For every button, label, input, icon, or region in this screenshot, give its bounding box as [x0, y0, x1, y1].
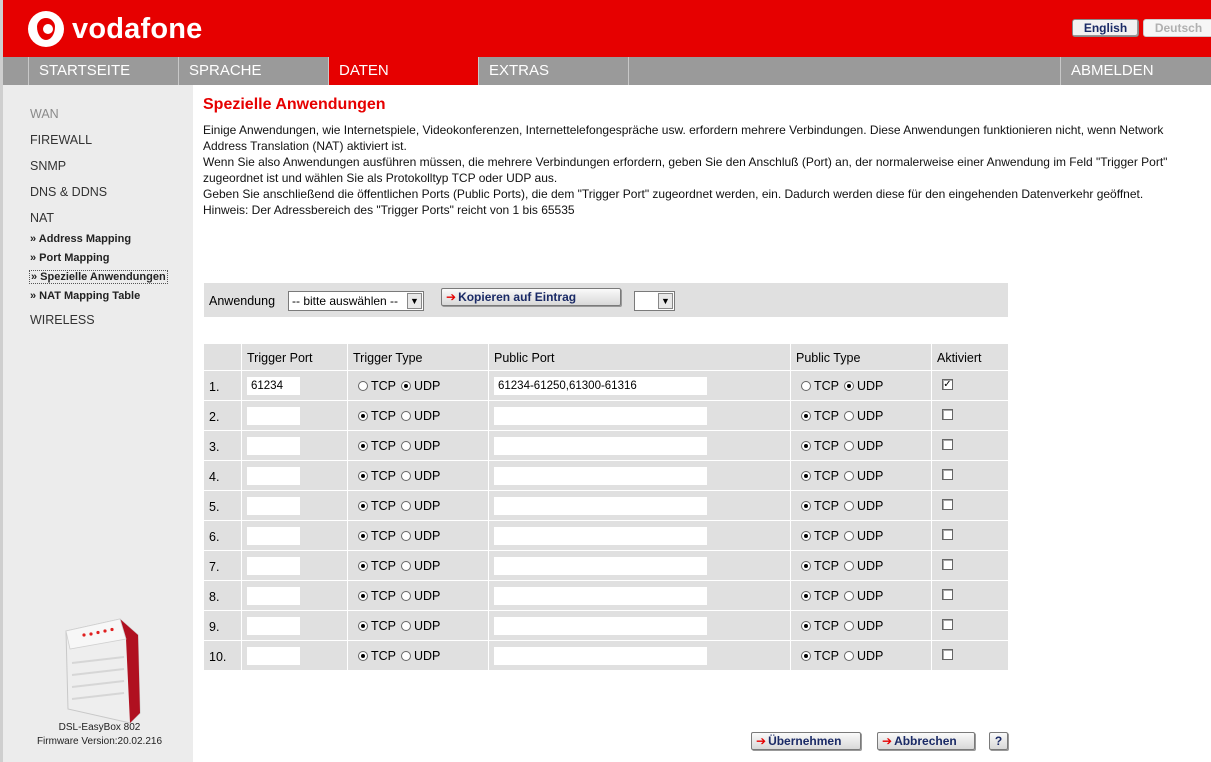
application-select[interactable]	[288, 291, 424, 311]
page-title: Spezielle Anwendungen	[203, 96, 386, 113]
aktiviert-cell	[932, 581, 1008, 610]
trigger-type-udp-radio[interactable]	[401, 531, 411, 541]
header-bar	[0, 0, 1211, 57]
header-aktiviert: Aktiviert	[937, 351, 982, 365]
apply-label: Übernehmen	[768, 734, 842, 748]
udp-label: UDP	[857, 439, 884, 453]
language-deutsch-button[interactable]: Deutsch	[1143, 19, 1211, 37]
trigger-type-tcp-radio[interactable]	[358, 471, 368, 481]
cancel-label: Abbrechen	[894, 734, 957, 748]
public-type-cell	[791, 431, 932, 460]
header-public-type: Public Type	[796, 351, 861, 365]
public-type-radio-group	[801, 409, 888, 423]
row-number: 3.	[209, 440, 220, 454]
cancel-button[interactable]	[877, 732, 975, 750]
aktiviert-cell	[932, 641, 1008, 670]
trigger-port-input[interactable]	[247, 617, 300, 635]
trigger-type-radio-group	[358, 529, 445, 543]
application-select-value: -- bitte auswählen --	[292, 294, 399, 308]
aktiviert-checkbox[interactable]	[942, 499, 953, 510]
trigger-type-radio-group	[358, 409, 445, 423]
nav-startseite[interactable]: STARTSEITE	[28, 57, 178, 85]
tcp-label: TCP	[371, 529, 396, 543]
trigger-type-cell	[348, 581, 489, 610]
trigger-type-cell	[348, 401, 489, 430]
public-port-input[interactable]	[494, 497, 707, 515]
trigger-type-udp-radio[interactable]	[401, 441, 411, 451]
tcp-label: TCP	[814, 439, 839, 453]
trigger-type-tcp-radio[interactable]	[358, 561, 368, 571]
udp-label: UDP	[414, 499, 441, 513]
sidebar-item-nat[interactable]: NAT	[30, 211, 55, 225]
trigger-type-udp-radio[interactable]	[401, 561, 411, 571]
row-number: 9.	[209, 620, 220, 634]
aktiviert-cell	[932, 431, 1008, 460]
chevron-down-icon: ▼	[407, 293, 422, 309]
tcp-label: TCP	[371, 469, 396, 483]
trigger-type-cell	[348, 371, 489, 400]
arrow-right-icon: ➔	[882, 734, 893, 748]
tcp-label: TCP	[814, 409, 839, 423]
public-type-udp-radio[interactable]	[844, 411, 854, 421]
trigger-type-tcp-radio[interactable]	[358, 501, 368, 511]
public-port-cell	[489, 551, 791, 580]
table-row	[204, 551, 1008, 581]
aktiviert-checkbox[interactable]	[942, 409, 953, 420]
device-name: DSL-EasyBox 802	[58, 722, 141, 733]
public-port-cell	[489, 581, 791, 610]
trigger-type-udp-radio[interactable]	[401, 471, 411, 481]
trigger-type-cell	[348, 611, 489, 640]
trigger-type-radio-group	[358, 619, 445, 633]
trigger-port-cell	[242, 521, 348, 550]
main-nav	[0, 57, 1211, 85]
public-type-cell	[791, 611, 932, 640]
public-type-tcp-radio[interactable]	[801, 531, 811, 541]
public-type-radio-group	[801, 589, 888, 603]
public-type-udp-radio[interactable]	[844, 471, 854, 481]
row-number: 7.	[209, 560, 220, 574]
description-paragraph: Einige Anwendungen, wie Internetspiele, Videokonferenzen, Internettelefongespräche usw. erfordern mehrere Verbindungen. Diese Anwendungen funktionieren nicht, wenn Network Address Translation (NAT) aktiviert ist.	[203, 123, 1164, 153]
public-type-cell	[791, 521, 932, 550]
arrow-right-icon: ➔	[756, 734, 767, 748]
header-public-port: Public Port	[494, 351, 555, 365]
apply-button[interactable]	[751, 732, 861, 750]
trigger-port-cell	[242, 581, 348, 610]
application-bar	[204, 283, 1008, 317]
trigger-port-cell	[242, 461, 348, 490]
trigger-type-tcp-radio[interactable]	[358, 621, 368, 631]
trigger-type-tcp-radio[interactable]	[358, 591, 368, 601]
aktiviert-cell	[932, 521, 1008, 550]
table-row	[204, 401, 1008, 431]
tcp-label: TCP	[371, 409, 396, 423]
trigger-type-radio-group	[358, 559, 445, 573]
tcp-label: TCP	[814, 619, 839, 633]
udp-label: UDP	[857, 619, 884, 633]
public-type-tcp-radio[interactable]	[801, 621, 811, 631]
public-type-radio-group	[801, 559, 888, 573]
public-type-udp-radio[interactable]	[844, 591, 854, 601]
trigger-type-tcp-radio[interactable]	[358, 411, 368, 421]
trigger-port-input[interactable]	[247, 407, 300, 425]
udp-label: UDP	[857, 469, 884, 483]
row-number: 1.	[209, 380, 220, 394]
table-body	[204, 371, 1008, 671]
trigger-type-cell	[348, 641, 489, 670]
nav-daten[interactable]: DATEN	[328, 57, 478, 85]
public-type-radio-group	[801, 439, 888, 453]
trigger-type-udp-radio[interactable]	[401, 381, 411, 391]
trigger-type-radio-group	[358, 439, 445, 453]
trigger-type-radio-group	[358, 649, 445, 663]
copy-to-entry-label: Kopieren auf Eintrag	[458, 290, 577, 304]
public-type-cell	[791, 461, 932, 490]
public-port-input[interactable]	[494, 527, 707, 545]
row-number-cell	[204, 401, 242, 430]
trigger-type-radio-group	[358, 469, 445, 483]
sidebar-subitem-port-mapping[interactable]: » Port Mapping	[30, 252, 110, 264]
row-number: 10.	[209, 650, 227, 664]
trigger-type-tcp-radio[interactable]	[358, 381, 368, 391]
public-type-cell	[791, 551, 932, 580]
trigger-port-input[interactable]	[247, 557, 300, 575]
row-number-cell	[204, 581, 242, 610]
row-number: 4.	[209, 470, 220, 484]
trigger-port-cell	[242, 431, 348, 460]
trigger-port-cell	[242, 611, 348, 640]
trigger-type-udp-radio[interactable]	[401, 621, 411, 631]
sidebar-subitem-spezielle-anwendungen[interactable]: » Spezielle Anwendungen	[31, 271, 166, 283]
public-port-cell	[489, 401, 791, 430]
row-number-cell	[204, 371, 242, 400]
language-english-button[interactable]: English	[1072, 19, 1139, 37]
udp-label: UDP	[414, 589, 441, 603]
trigger-type-udp-radio[interactable]	[401, 411, 411, 421]
tcp-label: TCP	[371, 619, 396, 633]
vodafone-logo[interactable]	[28, 10, 203, 48]
public-type-tcp-radio[interactable]	[801, 591, 811, 601]
udp-label: UDP	[857, 649, 884, 663]
public-type-tcp-radio[interactable]	[801, 441, 811, 451]
check-mark-icon: ✓	[943, 379, 952, 390]
trigger-port-input[interactable]	[247, 467, 300, 485]
trigger-type-radio-group	[358, 499, 445, 513]
tcp-label: TCP	[814, 559, 839, 573]
public-port-cell	[489, 521, 791, 550]
public-type-tcp-radio[interactable]	[801, 411, 811, 421]
row-number: 8.	[209, 590, 220, 604]
tcp-label: TCP	[814, 499, 839, 513]
sidebar-item-firewall[interactable]: FIREWALL	[30, 133, 93, 147]
tcp-label: TCP	[371, 649, 396, 663]
row-number-cell	[204, 521, 242, 550]
nav-extras[interactable]: EXTRAS	[478, 57, 628, 85]
row-number-cell	[204, 431, 242, 460]
trigger-port-input[interactable]	[247, 527, 300, 545]
public-port-input[interactable]	[494, 587, 707, 605]
aktiviert-cell	[932, 401, 1008, 430]
trigger-port-cell	[242, 491, 348, 520]
firmware-version: Firmware Version:20.02.216	[36, 736, 163, 747]
public-type-tcp-radio[interactable]	[801, 501, 811, 511]
trigger-type-cell	[348, 431, 489, 460]
aktiviert-checkbox[interactable]	[942, 589, 953, 600]
aktiviert-cell	[932, 371, 1008, 400]
aktiviert-cell	[932, 461, 1008, 490]
sidebar-item-dns-ddns[interactable]: DNS & DDNS	[30, 185, 108, 199]
public-type-udp-radio[interactable]	[844, 441, 854, 451]
public-port-cell	[489, 431, 791, 460]
row-number-cell	[204, 551, 242, 580]
header-trigger-port: Trigger Port	[247, 351, 313, 365]
tcp-label: TCP	[371, 499, 396, 513]
sidebar-subitem-address-mapping[interactable]: » Address Mapping	[30, 233, 132, 245]
tcp-label: TCP	[371, 559, 396, 573]
entry-select[interactable]	[634, 291, 675, 311]
public-port-cell	[489, 611, 791, 640]
tcp-label: TCP	[814, 649, 839, 663]
public-port-input[interactable]	[494, 407, 707, 425]
table-row	[204, 491, 1008, 521]
public-type-udp-radio[interactable]	[844, 561, 854, 571]
tcp-label: TCP	[814, 589, 839, 603]
trigger-type-radio-group	[358, 379, 445, 393]
trigger-type-tcp-radio[interactable]	[358, 531, 368, 541]
table-row	[204, 461, 1008, 491]
public-port-cell	[489, 461, 791, 490]
trigger-type-cell	[348, 461, 489, 490]
public-port-input[interactable]: 61234-61250,61300-61316	[494, 377, 707, 395]
trigger-type-radio-group	[358, 589, 445, 603]
udp-label: UDP	[414, 649, 441, 663]
description-paragraph: Hinweis: Der Adressbereich des "Trigger Ports" reicht von 1 bis 65535	[203, 203, 575, 217]
public-port-cell	[489, 371, 791, 400]
public-type-radio-group	[801, 529, 888, 543]
chevron-down-icon: ▼	[658, 293, 673, 309]
public-type-tcp-radio[interactable]	[801, 471, 811, 481]
trigger-port-cell	[242, 371, 348, 400]
public-type-udp-radio[interactable]	[844, 621, 854, 631]
row-number-cell	[204, 611, 242, 640]
public-port-cell	[489, 491, 791, 520]
sidebar-item-wireless[interactable]: WIRELESS	[30, 313, 95, 327]
public-type-cell	[791, 641, 932, 670]
table-row	[204, 521, 1008, 551]
public-port-input[interactable]	[494, 557, 707, 575]
trigger-port-cell	[242, 551, 348, 580]
aktiviert-cell	[932, 551, 1008, 580]
udp-label: UDP	[414, 439, 441, 453]
trigger-type-tcp-radio[interactable]	[358, 441, 368, 451]
public-type-radio-group	[801, 379, 888, 393]
udp-label: UDP	[414, 409, 441, 423]
tcp-label: TCP	[371, 439, 396, 453]
tcp-label: TCP	[814, 469, 839, 483]
table-row	[204, 611, 1008, 641]
table-row	[204, 581, 1008, 611]
nav-spacer	[628, 57, 1060, 85]
trigger-type-udp-radio[interactable]	[401, 501, 411, 511]
trigger-type-cell	[348, 491, 489, 520]
trigger-port-input[interactable]	[247, 497, 300, 515]
public-type-radio-group	[801, 649, 888, 663]
udp-label: UDP	[414, 529, 441, 543]
public-type-radio-group	[801, 469, 888, 483]
trigger-port-input[interactable]: 61234	[247, 377, 300, 395]
copy-to-entry-button[interactable]	[441, 288, 621, 306]
public-type-tcp-radio[interactable]	[801, 561, 811, 571]
aktiviert-cell	[932, 491, 1008, 520]
trigger-port-input[interactable]	[247, 647, 300, 665]
header-cell	[791, 344, 932, 370]
description-paragraph: Geben Sie anschließend die öffentlichen Ports (Public Ports), die dem "Trigger Port" zugeordnet werden, ein. Dadurch werden diese für den eingehenden Datenverkehr geöffnet.	[203, 187, 1144, 201]
trigger-type-udp-radio[interactable]	[401, 651, 411, 661]
trigger-port-cell	[242, 401, 348, 430]
aktiviert-checkbox[interactable]	[942, 649, 953, 660]
public-port-input[interactable]	[494, 617, 707, 635]
public-port-input[interactable]	[494, 437, 707, 455]
table-row	[204, 641, 1008, 671]
sidebar	[0, 85, 193, 762]
udp-label: UDP	[857, 379, 884, 393]
header-cell	[489, 344, 791, 370]
public-type-udp-radio[interactable]	[844, 381, 854, 391]
udp-label: UDP	[414, 379, 441, 393]
aktiviert-checkbox[interactable]	[942, 379, 953, 390]
aktiviert-cell	[932, 611, 1008, 640]
public-type-tcp-radio[interactable]	[801, 651, 811, 661]
tcp-label: TCP	[814, 379, 839, 393]
udp-label: UDP	[857, 409, 884, 423]
public-type-cell	[791, 491, 932, 520]
udp-label: UDP	[414, 619, 441, 633]
public-type-radio-group	[801, 499, 888, 513]
sidebar-item-wan[interactable]: WAN	[30, 107, 59, 121]
aktiviert-checkbox[interactable]	[942, 439, 953, 450]
public-port-input[interactable]	[494, 467, 707, 485]
public-type-udp-radio[interactable]	[844, 651, 854, 661]
udp-label: UDP	[414, 559, 441, 573]
trigger-type-cell	[348, 521, 489, 550]
header-cell	[932, 344, 1008, 370]
description-paragraph: Wenn Sie also Anwendungen ausführen müssen, die mehrere Verbindungen erfordern, geben Sie den Anschluß (Port) an, der normalerweise einer Anwendung im Feld "Trigger Port" zugeordnet ist und wählen Sie als Protokolltyp TCP oder UDP aus.	[203, 155, 1168, 185]
public-port-input[interactable]	[494, 647, 707, 665]
router-device-image	[60, 617, 142, 725]
public-type-udp-radio[interactable]	[844, 531, 854, 541]
nav-sprache[interactable]: SPRACHE	[178, 57, 328, 85]
help-button[interactable]: ?	[989, 732, 1008, 750]
row-number-cell	[204, 641, 242, 670]
tcp-label: TCP	[371, 589, 396, 603]
public-type-cell	[791, 371, 932, 400]
udp-label: UDP	[857, 589, 884, 603]
aktiviert-checkbox[interactable]	[942, 559, 953, 570]
header-cell	[242, 344, 348, 370]
sidebar-item-snmp[interactable]: SNMP	[30, 159, 67, 173]
udp-label: UDP	[857, 499, 884, 513]
table-row	[204, 431, 1008, 461]
udp-label: UDP	[414, 469, 441, 483]
trigger-type-udp-radio[interactable]	[401, 591, 411, 601]
arrow-right-icon: ➔	[446, 290, 457, 304]
table-header-row	[204, 344, 1008, 371]
table-row	[204, 371, 1008, 401]
public-type-cell	[791, 401, 932, 430]
trigger-type-tcp-radio[interactable]	[358, 651, 368, 661]
trigger-port-cell	[242, 641, 348, 670]
header-trigger-type: Trigger Type	[353, 351, 423, 365]
udp-label: UDP	[857, 559, 884, 573]
header-cell	[348, 344, 489, 370]
row-number: 6.	[209, 530, 220, 544]
public-type-udp-radio[interactable]	[844, 501, 854, 511]
aktiviert-checkbox[interactable]	[942, 469, 953, 480]
trigger-port-input[interactable]	[247, 587, 300, 605]
row-number-cell	[204, 461, 242, 490]
aktiviert-checkbox[interactable]	[942, 619, 953, 630]
row-number: 5.	[209, 500, 220, 514]
page-description	[203, 122, 1193, 218]
row-number-cell	[204, 491, 242, 520]
trigger-port-input[interactable]	[247, 437, 300, 455]
trigger-table	[204, 344, 1008, 671]
application-label: Anwendung	[209, 294, 276, 308]
header-cell	[204, 344, 242, 370]
public-type-cell	[791, 581, 932, 610]
nav-abmelden[interactable]: ABMELDEN	[1060, 57, 1211, 85]
public-port-cell	[489, 641, 791, 670]
udp-label: UDP	[857, 529, 884, 543]
vodafone-logo-icon	[28, 11, 64, 47]
tcp-label: TCP	[814, 529, 839, 543]
trigger-type-cell	[348, 551, 489, 580]
brand-name: vodafone	[72, 12, 203, 45]
public-type-radio-group	[801, 619, 888, 633]
tcp-label: TCP	[371, 379, 396, 393]
row-number: 2.	[209, 410, 220, 424]
sidebar-subitem-nat-mapping-table[interactable]: » NAT Mapping Table	[30, 290, 141, 302]
public-type-tcp-radio[interactable]	[801, 381, 811, 391]
aktiviert-checkbox[interactable]	[942, 529, 953, 540]
